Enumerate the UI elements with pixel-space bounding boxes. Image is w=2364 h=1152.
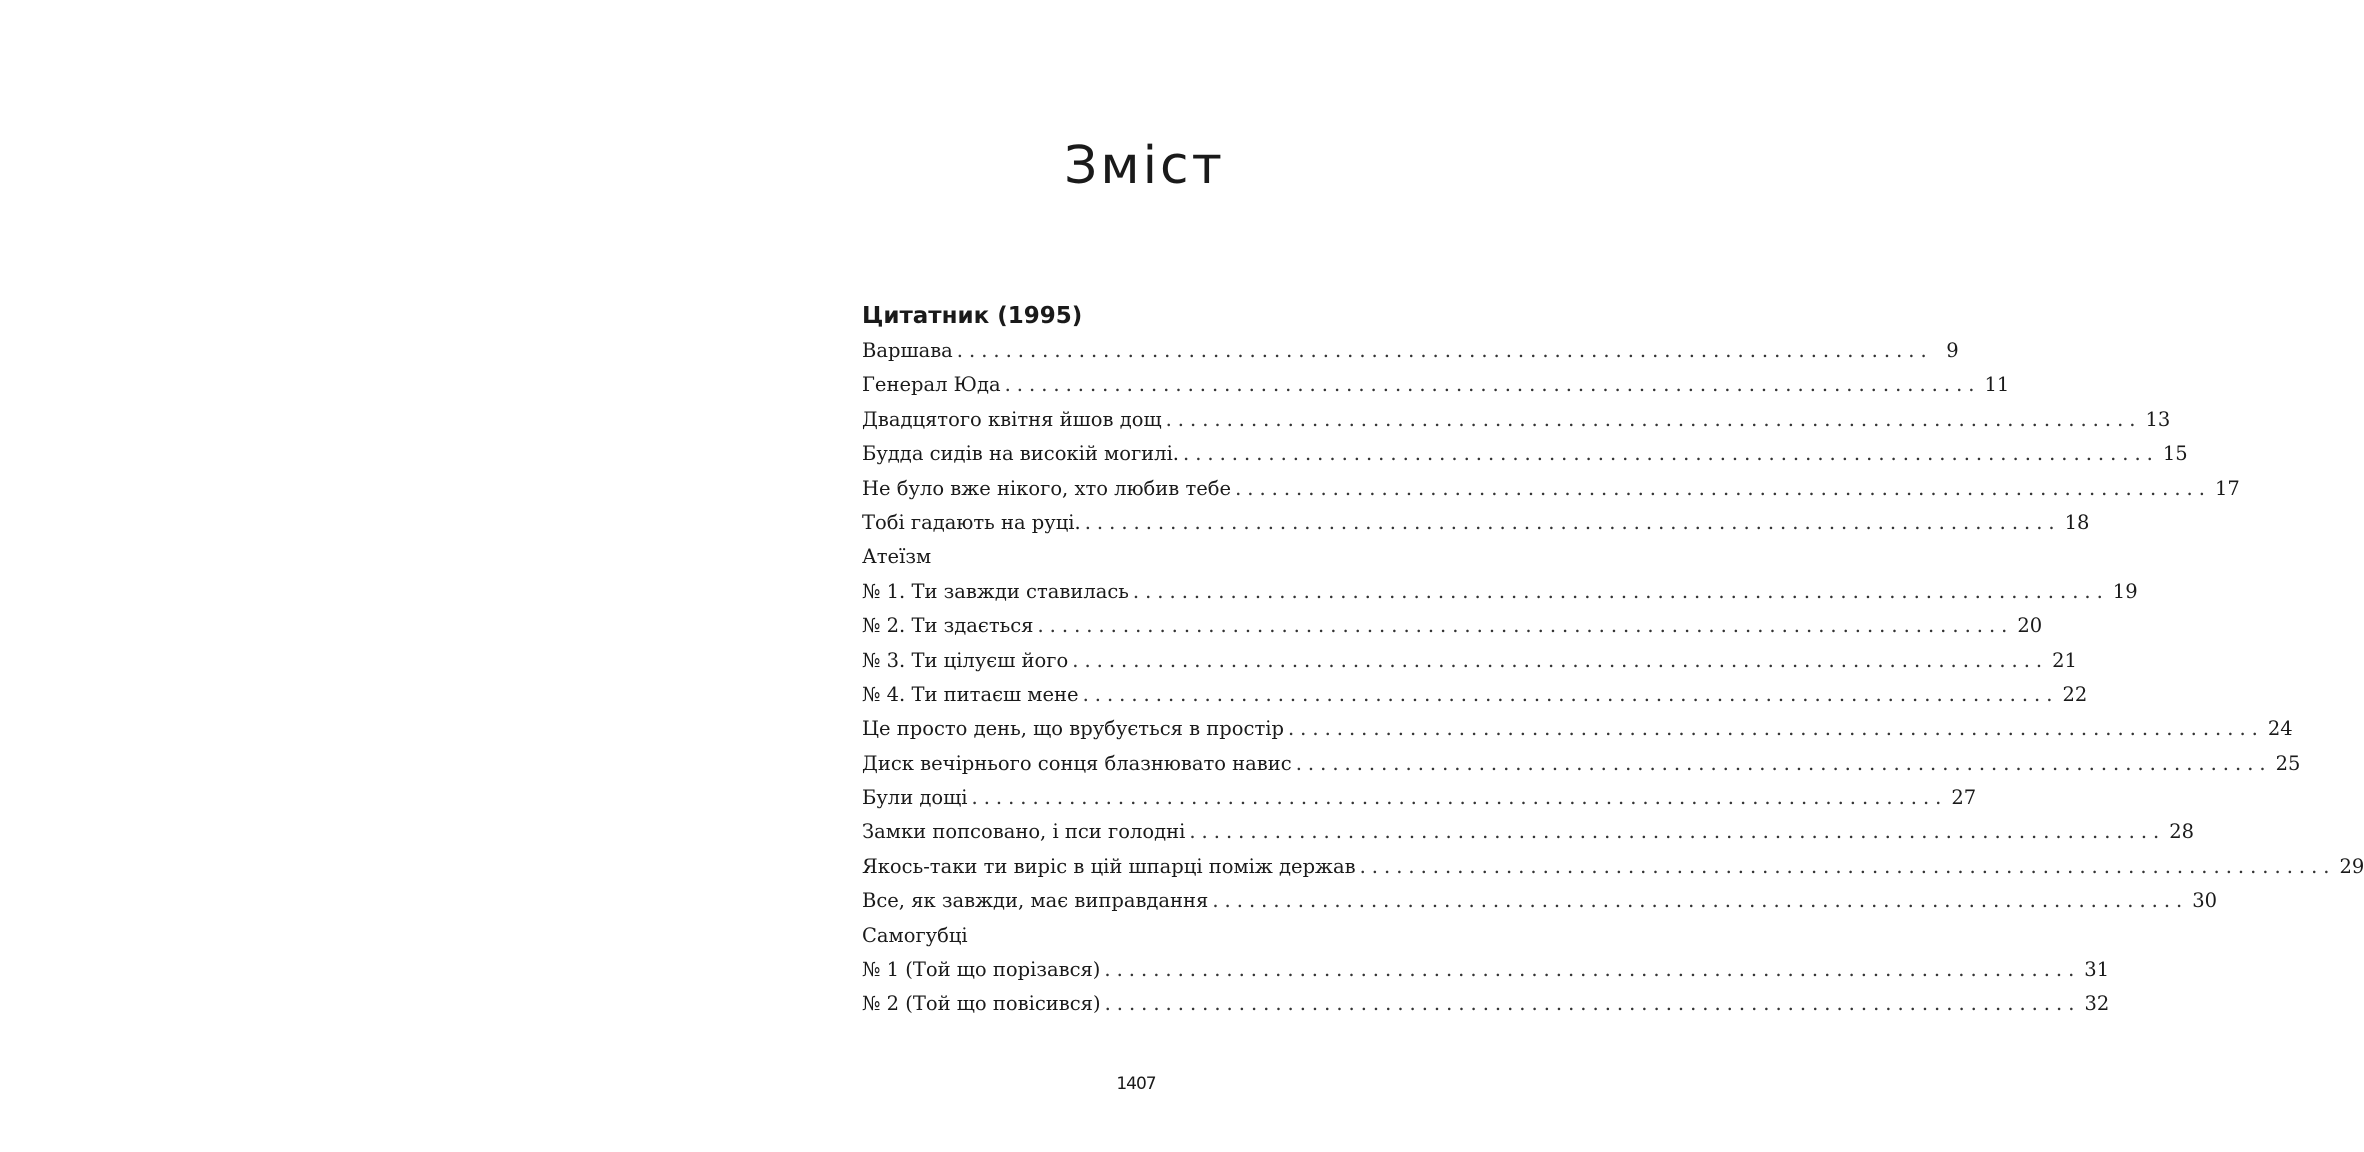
toc-entry	[862, 712, 2293, 746]
dot-leader: ................................................................................	[1104, 958, 2081, 982]
toc-entry	[862, 884, 2218, 918]
dot-leader: ................................................................................	[1037, 614, 2014, 638]
toc-entry-title: № 3. Ти цілуєш його	[862, 648, 1069, 672]
toc-entry	[862, 781, 1977, 815]
toc-entry-page: 29	[2339, 854, 2364, 878]
section-heading: Цитатник (1995)	[862, 303, 1083, 329]
toc-entry-title: Самогубці	[862, 923, 968, 947]
toc-entry-title: Не було вже нікого, хто любив тебе	[862, 476, 1232, 500]
toc-entry-page: 11	[1984, 373, 2010, 397]
toc-entry-page: 13	[2145, 407, 2171, 431]
dot-leader: ................................................................................	[1084, 510, 2061, 534]
toc-entry-title: № 2 (Той що повісився)	[862, 992, 1101, 1016]
toc-entry-title: Все, як завжди, має виправдання	[862, 889, 1209, 913]
toc-entry	[862, 506, 2090, 540]
dot-leader: ................................................................................	[1189, 820, 2166, 844]
toc-entry	[862, 815, 2195, 849]
toc-entry	[862, 987, 2110, 1021]
toc-entry-title: Варшава	[862, 339, 953, 362]
toc-entry	[862, 540, 1400, 574]
toc-entry-page: 18	[2064, 510, 2090, 534]
toc-entry	[862, 644, 2077, 678]
toc-entry-page: 17	[2214, 476, 2240, 500]
toc-entry-title: № 2. Ти здається	[862, 614, 1034, 638]
dot-leader: ................................................................................	[1235, 476, 2211, 500]
dot-leader: ................................................................................	[1359, 854, 2336, 878]
toc-entry-title: Якось-таки ти виріс в цій шпарці поміж держав	[862, 854, 1356, 878]
dot-leader: ................................................................................	[1104, 992, 2081, 1016]
dot-leader: ................................................................................	[1132, 579, 2109, 603]
toc-entry	[862, 678, 2088, 712]
toc-entry-title: Атеїзм	[862, 545, 932, 569]
toc-entry-page: 25	[2275, 751, 2301, 775]
dot-leader: ................................................................................	[971, 786, 1948, 810]
toc-entry-title: Тобі гадають на руці.	[862, 510, 1081, 534]
toc-entry-page: 21	[2052, 648, 2077, 672]
table-of-contents	[862, 298, 2364, 1022]
dot-leader: ................................................................................	[1082, 682, 2059, 706]
toc-entry	[862, 747, 2301, 781]
toc-entry-page: 9	[1946, 339, 1959, 362]
page-number: 1407	[1116, 1074, 1156, 1094]
toc-entry	[862, 403, 2171, 437]
toc-entry-title: Диск вечірнього сонця блазнювато навис	[862, 751, 1292, 775]
toc-entry	[862, 575, 2138, 609]
toc-entry	[862, 609, 2043, 643]
toc-entry-title: Були дощі	[862, 786, 968, 810]
toc-entry-title: № 4. Ти питаєш мене	[862, 682, 1079, 706]
dot-leader: ................................................................................	[1295, 751, 2272, 775]
toc-entry-page: 20	[2017, 614, 2043, 638]
dot-leader: ................................................................................	[956, 339, 1933, 362]
dot-leader: ................................................................................	[1004, 373, 1981, 397]
toc-entry	[862, 368, 2010, 402]
toc-entry-page: 15	[2162, 442, 2188, 466]
page-title: Зміст	[1064, 136, 1225, 196]
toc-entry-page: 31	[2084, 958, 2110, 982]
toc-entry-title: № 1 (Той що порізався)	[862, 958, 1101, 982]
dot-leader: ................................................................................	[1183, 442, 2159, 466]
toc-entry	[862, 334, 1959, 368]
toc-entry	[862, 850, 2364, 884]
toc-entry-title: Генерал Юда	[862, 373, 1001, 397]
toc-entry-page: 19	[2112, 579, 2138, 603]
toc-entry-title: Замки попсовано, і пси голодні	[862, 820, 1186, 844]
dot-leader: ................................................................................	[1072, 648, 2049, 672]
dot-leader: ................................................................................	[1287, 717, 2264, 741]
toc-entry-title: Двадцятого квітня йшов дощ	[862, 407, 1162, 431]
toc-entry-page: 24	[2267, 717, 2293, 741]
toc-entry-page: 27	[1951, 786, 1977, 810]
toc-entry-title: Будда сидів на високій могилі.	[862, 442, 1179, 466]
toc-entry	[862, 472, 2240, 506]
toc-entry-page: 32	[2084, 992, 2110, 1016]
toc-entry	[862, 437, 2188, 471]
toc-entry	[862, 919, 1400, 953]
dot-leader: ................................................................................	[1165, 407, 2142, 431]
toc-entry-title: Це просто день, що врубується в простір	[862, 717, 1284, 741]
toc-entry-page: 22	[2062, 682, 2088, 706]
toc-entry-title: № 1. Ти завжди ставилась	[862, 579, 1129, 603]
toc-entry-page: 30	[2192, 889, 2218, 913]
toc-entry	[862, 953, 2110, 987]
dot-leader: ................................................................................	[1212, 889, 2189, 913]
toc-entry-page: 28	[2169, 820, 2195, 844]
